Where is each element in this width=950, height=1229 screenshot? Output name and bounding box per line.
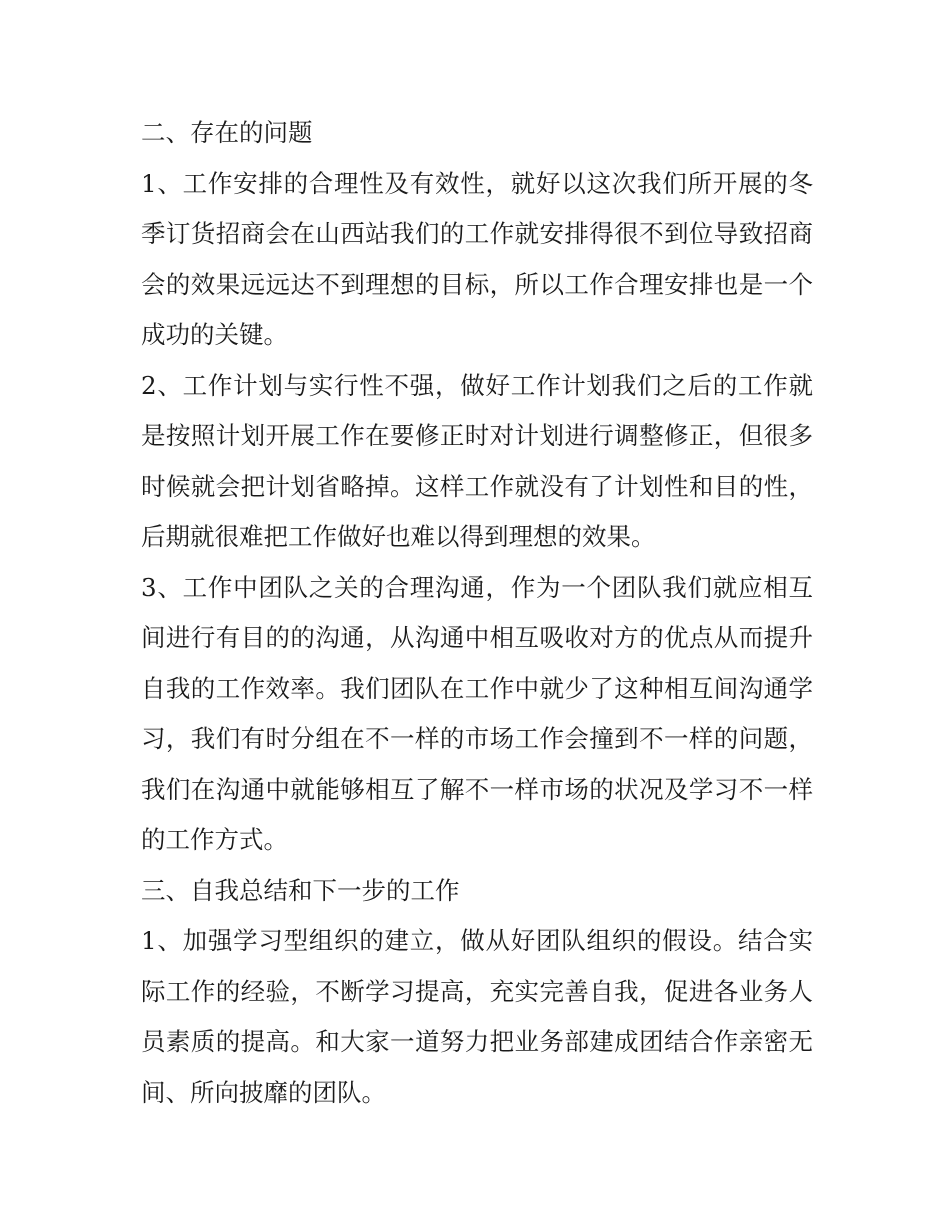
paragraph-problem-2: 2、工作计划与实行性不强，做好工作计划我们之后的工作就是按照计划开展工作在要修正时对计划进行调整修正，但很多时候就会把计划省略掉。这样工作就没有了计划性和目的性，后期就很难把工作做好也难以得到理想的效果。 [141, 370, 813, 551]
section-heading-summary: 三、自我总结和下一步的工作 [141, 875, 460, 905]
paragraph-problem-3: 3、工作中团队之关的合理沟通，作为一个团队我们就应相互间进行有目的的沟通，从沟通中相互吸收对方的优点从而提升自我的工作效率。我们团队在工作中就少了这种相互间沟通学习，我们有时分组在不一样的市场工作会撞到不一样的问题，我们在沟通中就能够相互了解不一样市场的状况及学习不一样的工作方式。 [141, 572, 813, 854]
paragraph-summary-1: 1、加强学习型组织的建立，做从好团队组织的假设。结合实际工作的经验，不断学习提高，充实完善自我，促进各业务人员素质的提高。和大家一道努力把业务部建成团结合作亲密无间、所向披靡的团队。 [141, 926, 813, 1107]
document-body [141, 108, 813, 1118]
section-heading-problems: 二、存在的问题 [141, 118, 313, 147]
paragraph-problem-1: 1、工作安排的合理性及有效性，就好以这次我们所开展的冬季订货招商会在山西站我们的工作就安排得很不到位导致招商会的效果远远达不到理想的目标，所以工作合理安排也是一个成功的关键。 [141, 168, 813, 349]
